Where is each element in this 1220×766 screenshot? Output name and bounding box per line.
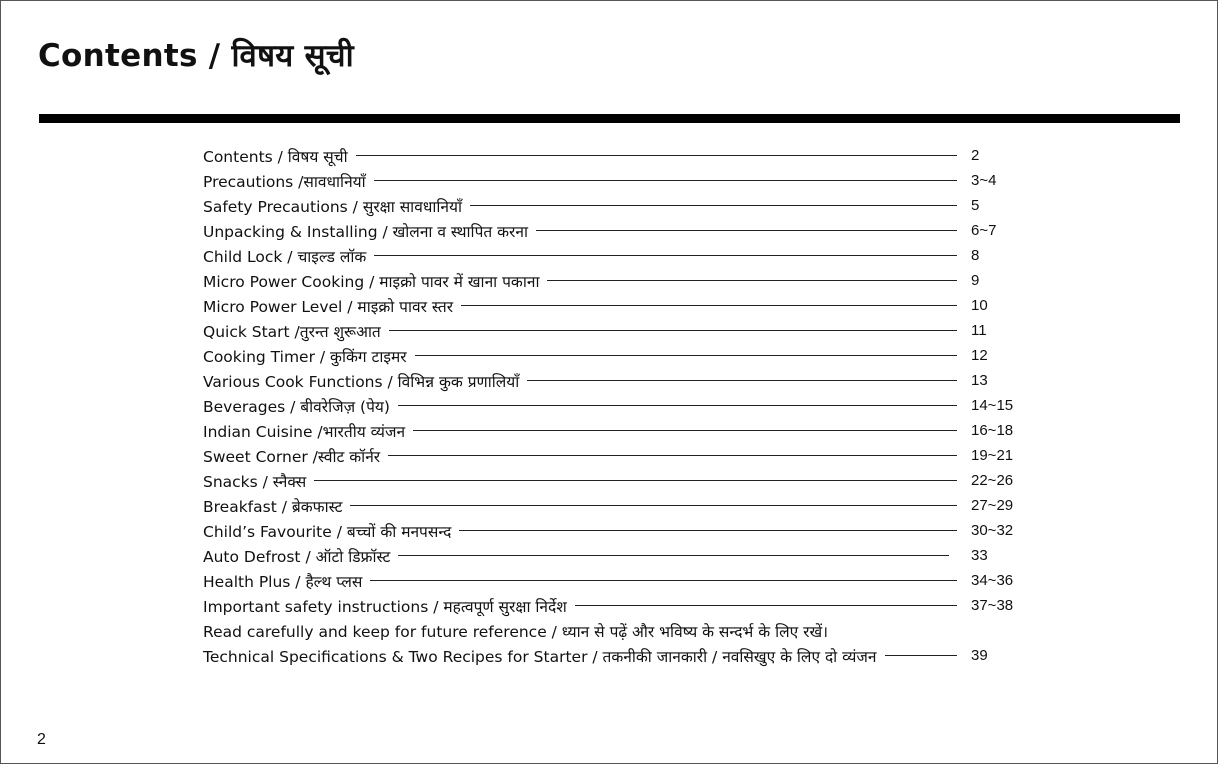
toc-note-label: Read carefully and keep for future reference / ध्यान से पढ़ें और भविष्य के सन्दर्भ के लिए रखें। <box>203 622 829 641</box>
title-divider <box>39 114 1180 123</box>
toc-leader-line <box>470 205 957 206</box>
toc-leader-line <box>398 555 949 556</box>
toc-entry-page: 14~15 <box>971 397 1014 414</box>
toc-leader-line <box>415 355 957 356</box>
toc-entry-page: 34~36 <box>971 572 1014 589</box>
toc-entry-page: 8 <box>971 247 980 264</box>
toc-entry-page: 10 <box>971 297 988 314</box>
toc-entry[interactable] <box>203 318 1023 343</box>
toc-entry-label: Sweet Corner /स्वीट कॉर्नर <box>203 447 381 466</box>
toc-leader-line <box>370 580 957 581</box>
toc-entry[interactable] <box>203 343 1023 368</box>
toc-entry-page: 33 <box>971 547 988 564</box>
toc-entry[interactable] <box>203 193 1023 218</box>
toc-entry[interactable] <box>203 468 1023 493</box>
toc-entry-page: 30~32 <box>971 522 1014 539</box>
toc-entry-label: Technical Specifications & Two Recipes for Starter / तकनीकी जानकारी / नवसिखुए के लिए दो व्यंजन <box>203 647 877 666</box>
toc-entry-label: Child’s Favourite / बच्चों की मनपसन्द <box>203 522 452 541</box>
toc-leader-line <box>398 405 957 406</box>
toc-entry-page: 13 <box>971 372 988 389</box>
toc-entry-label: Quick Start /तुरन्त शुरूआत <box>203 322 381 341</box>
toc-leader-line <box>356 155 957 156</box>
toc-entry-page: 11 <box>971 322 987 339</box>
toc-entry-page: 6~7 <box>971 222 997 239</box>
toc-leader-line <box>389 330 957 331</box>
toc-leader-line <box>374 255 957 256</box>
toc-entry-label: Snacks / स्नैक्स <box>203 472 307 491</box>
toc-entry-label: Various Cook Functions / विभिन्न कुक प्रणालियाँ <box>203 372 520 391</box>
toc-entry[interactable] <box>203 418 1023 443</box>
toc-entry-page: 22~26 <box>971 472 1014 489</box>
toc-leader-line <box>459 530 957 531</box>
toc-leader-line <box>374 180 957 181</box>
toc-entry[interactable] <box>203 568 1023 593</box>
toc-entry[interactable] <box>203 218 1023 243</box>
toc-entry[interactable] <box>203 493 1023 518</box>
toc-entry-label: Important safety instructions / महत्वपूर्ण सुरक्षा निर्देश <box>203 597 567 616</box>
toc-leader-line <box>461 305 957 306</box>
page-number: 2 <box>37 731 46 748</box>
table-of-contents <box>203 143 1023 668</box>
toc-entry[interactable] <box>203 143 1023 168</box>
toc-entry[interactable] <box>203 393 1023 418</box>
toc-leader-line <box>413 430 957 431</box>
toc-entry-label: Auto Defrost / ऑटो डिफ्रॉस्ट <box>203 547 391 566</box>
toc-entry-page: 37~38 <box>971 597 1014 614</box>
toc-entry-page: 9 <box>971 272 980 289</box>
toc-entry-page: 2 <box>971 147 980 164</box>
toc-leader-line <box>885 655 957 656</box>
toc-entry-label: Breakfast / ब्रेकफास्ट <box>203 497 343 516</box>
toc-entry[interactable] <box>203 243 1023 268</box>
toc-entry[interactable] <box>203 168 1023 193</box>
toc-leader-line <box>388 455 957 456</box>
toc-entry[interactable] <box>203 268 1023 293</box>
toc-entry <box>203 618 1023 643</box>
page-title: Contents / विषय सूची <box>38 38 354 74</box>
toc-leader-line <box>527 380 957 381</box>
toc-entry-label: Indian Cuisine /भारतीय व्यंजन <box>203 422 406 441</box>
toc-leader-line <box>547 280 957 281</box>
toc-entry-page: 5 <box>971 197 980 214</box>
toc-entry[interactable] <box>203 543 1023 568</box>
toc-entry-label: Micro Power Cooking / माइक्रो पावर में खाना पकाना <box>203 272 540 291</box>
toc-entry[interactable] <box>203 518 1023 543</box>
toc-entry-label: Precautions /सावधानियाँ <box>203 172 366 191</box>
toc-entry-label: Cooking Timer / कुकिंग टाइमर <box>203 347 407 366</box>
toc-entry-label: Beverages / बीवरेजिज़ (पेय) <box>203 397 390 416</box>
toc-entry-page: 12 <box>971 347 988 364</box>
toc-leader-line <box>314 480 957 481</box>
toc-entry[interactable] <box>203 293 1023 318</box>
toc-entry-label: Contents / विषय सूची <box>203 147 348 166</box>
toc-leader-line <box>350 505 957 506</box>
toc-entry-label: Safety Precautions / सुरक्षा सावधानियाँ <box>203 197 462 216</box>
toc-leader-line <box>536 230 957 231</box>
toc-entry-label: Child Lock / चाइल्ड लॉक <box>203 247 367 266</box>
toc-entry[interactable] <box>203 368 1023 393</box>
toc-entry-label: Unpacking & Installing / खोलना व स्थापित करना <box>203 222 528 241</box>
toc-entry-label: Health Plus / हैल्थ प्लस <box>203 572 363 591</box>
toc-entry-label: Micro Power Level / माइक्रो पावर स्तर <box>203 297 454 316</box>
toc-entry[interactable] <box>203 443 1023 468</box>
toc-entry-page: 16~18 <box>971 422 1014 439</box>
toc-entry-page: 39 <box>971 647 988 664</box>
toc-entry-page: 3~4 <box>971 172 997 189</box>
toc-entry-page: 27~29 <box>971 497 1014 514</box>
toc-entry[interactable] <box>203 643 1023 668</box>
toc-entry[interactable] <box>203 593 1023 618</box>
toc-leader-line <box>575 605 957 606</box>
toc-entry-page: 19~21 <box>971 447 1014 464</box>
